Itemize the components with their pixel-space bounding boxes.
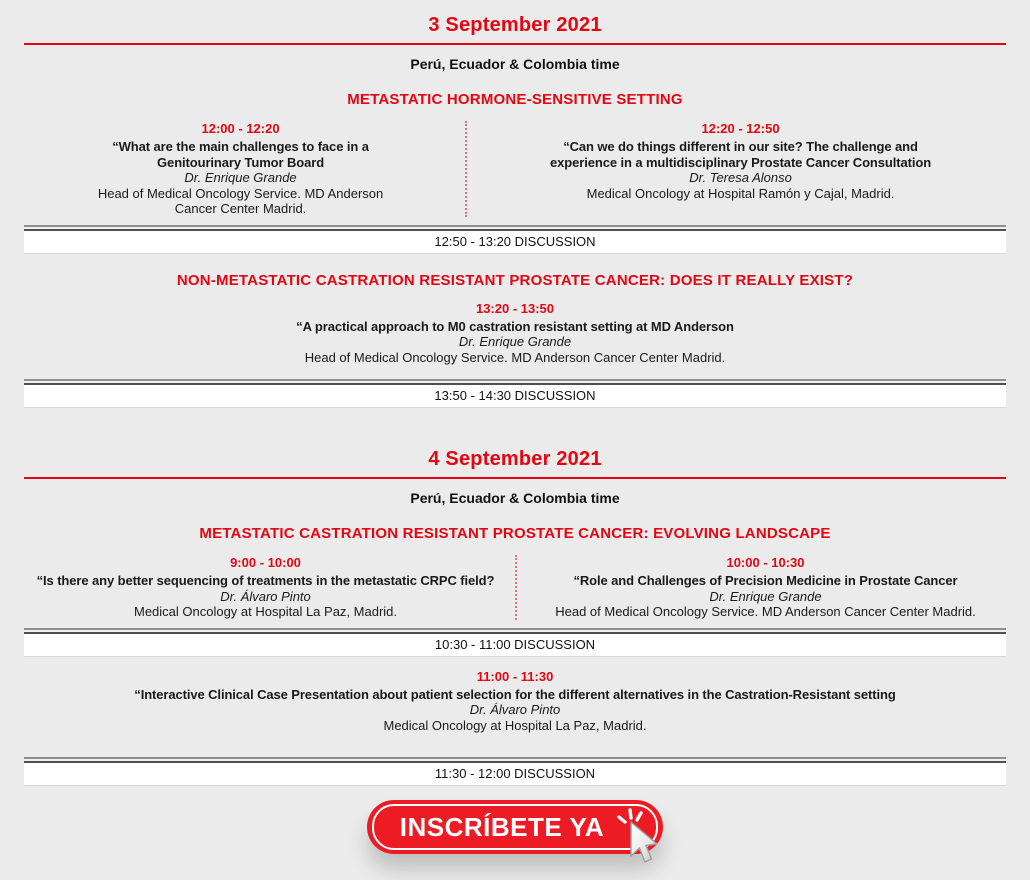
speaker-affiliation: Medical Oncology at Hospital Ramón y Cajal, Madrid. <box>586 185 895 201</box>
date-title: 4 September 2021 <box>428 448 602 470</box>
speaker-affiliation: Medical Oncology at Hospital La Paz, Madrid. <box>133 604 397 619</box>
discussion-bar <box>24 628 1006 657</box>
session-time: 10:00 - 10:30 <box>726 555 805 570</box>
session-time: 12:20 - 12:50 <box>701 121 780 136</box>
discussion-bar <box>24 225 1006 254</box>
day-section-1 <box>0 14 1030 408</box>
speaker-name: Dr. Álvaro Pinto <box>220 588 311 604</box>
discussion-bar <box>24 757 1006 786</box>
session-block <box>465 121 1014 217</box>
discussion-label: 12:50 - 13:20 DISCUSSION <box>24 231 1006 254</box>
section-heading: METASTATIC HORMONE-SENSITIVE SETTING <box>347 91 683 108</box>
session-time: 11:00 - 11:30 <box>476 668 554 684</box>
speaker-affiliation: Head of Medical Oncology Service. MD Anderson Cancer Center Madrid. <box>304 349 726 365</box>
session-block <box>0 301 1030 366</box>
speaker-name: Dr. Álvaro Pinto <box>469 702 561 717</box>
cta-container <box>0 800 1030 854</box>
date-title: 3 September 2021 <box>428 14 602 36</box>
timezone-label: Perú, Ecuador & Colombia time <box>410 490 620 506</box>
discussion-bar <box>24 379 1006 408</box>
speaker-name: Dr. Enrique Grande <box>458 334 572 349</box>
session-block <box>0 669 1030 734</box>
discussion-label: 10:30 - 11:00 DISCUSSION <box>24 634 1006 657</box>
session-title: “Can we do things different in our site? The challenge and experience in a multidisciplinary Prostate Cancer Consultation <box>550 139 932 170</box>
session-time: 13:20 - 13:50 <box>475 300 555 316</box>
timezone-label: Perú, Ecuador & Colombia time <box>410 56 620 72</box>
register-button-label: INSCRÍBETE YA <box>399 812 605 842</box>
speaker-name: Dr. Enrique Grande <box>709 588 822 604</box>
session-title: “Role and Challenges of Precision Medicine in Prostate Cancer <box>573 573 958 588</box>
session-block <box>16 121 465 217</box>
session-row <box>0 555 1030 620</box>
section-heading: METASTATIC CASTRATION RESISTANT PROSTATE CANCER: EVOLVING LANDSCAPE <box>199 525 831 542</box>
red-rule <box>24 43 1006 45</box>
session-time: 9:00 - 10:00 <box>230 555 301 570</box>
discussion-label: 13:50 - 14:30 DISCUSSION <box>24 385 1006 408</box>
session-title: “Interactive Clinical Case Presentation about patient selection for the different alternatives in the Castration-Resistant setting <box>134 686 896 702</box>
speaker-affiliation: Head of Medical Oncology Service. MD Anderson Cancer Center Madrid. <box>97 185 384 216</box>
day-section-2 <box>0 448 1030 786</box>
session-block <box>16 555 515 620</box>
speaker-affiliation: Medical Oncology at Hospital La Paz, Madrid. <box>383 717 647 733</box>
speaker-affiliation: Head of Medical Oncology Service. MD Anderson Cancer Center Madrid. <box>555 604 976 619</box>
session-title: “A practical approach to M0 castration resistant setting at MD Anderson <box>296 318 734 334</box>
session-block <box>515 555 1014 620</box>
red-rule <box>24 477 1006 479</box>
session-title: “What are the main challenges to face in a Genitourinary Tumor Board <box>112 139 369 170</box>
section-heading: NON-METASTATIC CASTRATION RESISTANT PROSTATE CANCER: DOES IT REALLY EXIST? <box>176 271 854 289</box>
session-time: 12:00 - 12:20 <box>201 121 280 136</box>
session-title: “Is there any better sequencing of treatments in the metastatic CRPC field? <box>36 573 495 588</box>
discussion-label: 11:30 - 12:00 DISCUSSION <box>24 763 1006 786</box>
speaker-name: Dr. Enrique Grande <box>184 170 297 185</box>
register-button[interactable] <box>367 800 663 854</box>
session-row <box>0 121 1030 217</box>
speaker-name: Dr. Teresa Alonso <box>689 170 792 185</box>
